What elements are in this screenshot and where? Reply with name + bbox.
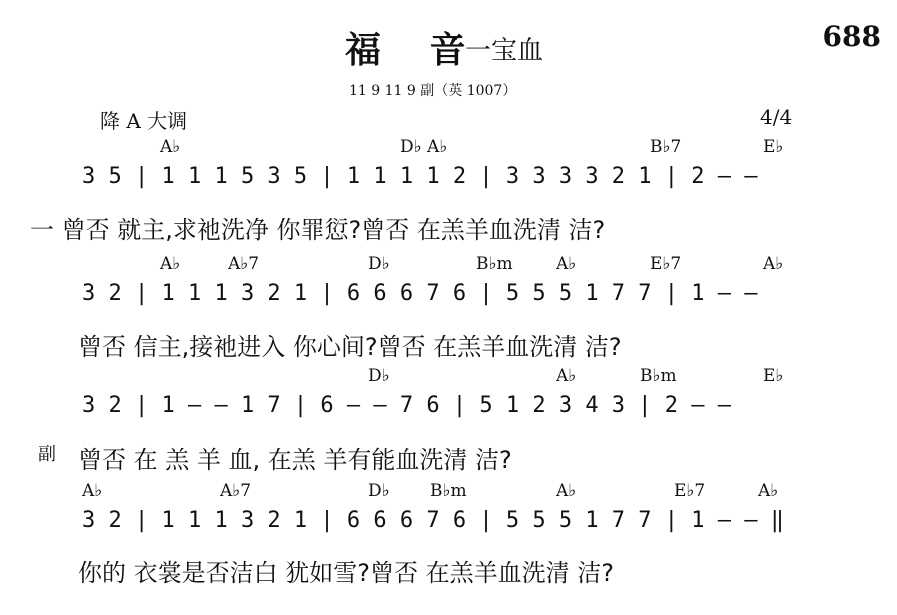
hymn-subtitle: 一宝血 (465, 36, 544, 66)
notation-row-3 (0, 393, 897, 423)
notation-line: 3 5 | 1 1 1 5 3 5 | 1 1 1 1 2 | 3 3 3 3 2 1 | 2 — — (82, 164, 758, 189)
notation-row-4 (0, 508, 897, 538)
notation-row-2 (0, 281, 897, 311)
chord: B♭m (476, 254, 513, 274)
chord: E♭ (763, 137, 784, 157)
notation-line: 3 2 | 1 1 1 3 2 1 | 6 6 6 7 6 | 5 5 5 1 7 7 | 1 — — (82, 281, 758, 306)
lyric-line: 你的 衣裳是否洁白 犹如雪?曾否 在羔羊血洗清 洁? (78, 559, 614, 587)
time-signature: 4/4 (760, 105, 793, 129)
lyrics-row-3 (0, 440, 897, 474)
chord-row-3 (0, 366, 897, 396)
chord: A♭ (556, 481, 577, 501)
chord: B♭m (430, 481, 467, 501)
lyrics-row-4 (0, 553, 897, 587)
chord: A♭ (758, 481, 779, 501)
chord: A♭ (160, 137, 181, 157)
lyrics-row-2 (0, 327, 897, 361)
chord: A♭ (556, 254, 577, 274)
chord: A♭7 (228, 254, 260, 274)
chord: A♭ (160, 254, 181, 274)
chord: D♭ (368, 366, 390, 386)
chord: E♭ (763, 366, 784, 386)
hymn-title: 福 音 (345, 29, 484, 71)
chord: B♭m (640, 366, 677, 386)
chord: E♭7 (650, 254, 682, 274)
notation-line: 3 2 | 1 — — 1 7 | 6 — — 7 6 | 5 1 2 3 4 3 | 2 — — (82, 393, 732, 418)
notation-line: 3 2 | 1 1 1 3 2 1 | 6 6 6 7 6 | 5 5 5 1 7 7 | 1 — — ‖ (82, 508, 784, 533)
chord-row-4 (0, 481, 897, 511)
notation-row-1 (0, 164, 897, 194)
lyric-line: 一 曾否 就主,求祂洗净 你罪愆?曾否 在羔羊血洗清 洁? (30, 216, 606, 244)
meter-line: 11 9 11 9 副（英 1007） (349, 83, 517, 99)
chord: A♭7 (220, 481, 252, 501)
chord: A♭ (82, 481, 103, 501)
chord-row-2 (0, 254, 897, 284)
chord: D♭ (368, 481, 390, 501)
chord: D♭ A♭ (400, 137, 448, 157)
chord: E♭7 (674, 481, 706, 501)
chord: D♭ (368, 254, 390, 274)
key-signature: 降 A 大调 (100, 109, 188, 133)
hymn-number: 688 (822, 20, 881, 53)
lyric-line: 曾否 信主,接祂进入 你心间?曾否 在羔羊血洗清 洁? (78, 333, 622, 361)
chord-row-1 (0, 137, 897, 167)
lyric-line: 曾否 在 羔 羊 血, 在羔 羊有能血洗清 洁? (78, 446, 512, 474)
chord: A♭ (763, 254, 784, 274)
chord: B♭7 (650, 137, 682, 157)
chord: A♭ (556, 366, 577, 386)
lyrics-row-1 (0, 210, 897, 244)
refrain-label: 副 (38, 444, 56, 465)
